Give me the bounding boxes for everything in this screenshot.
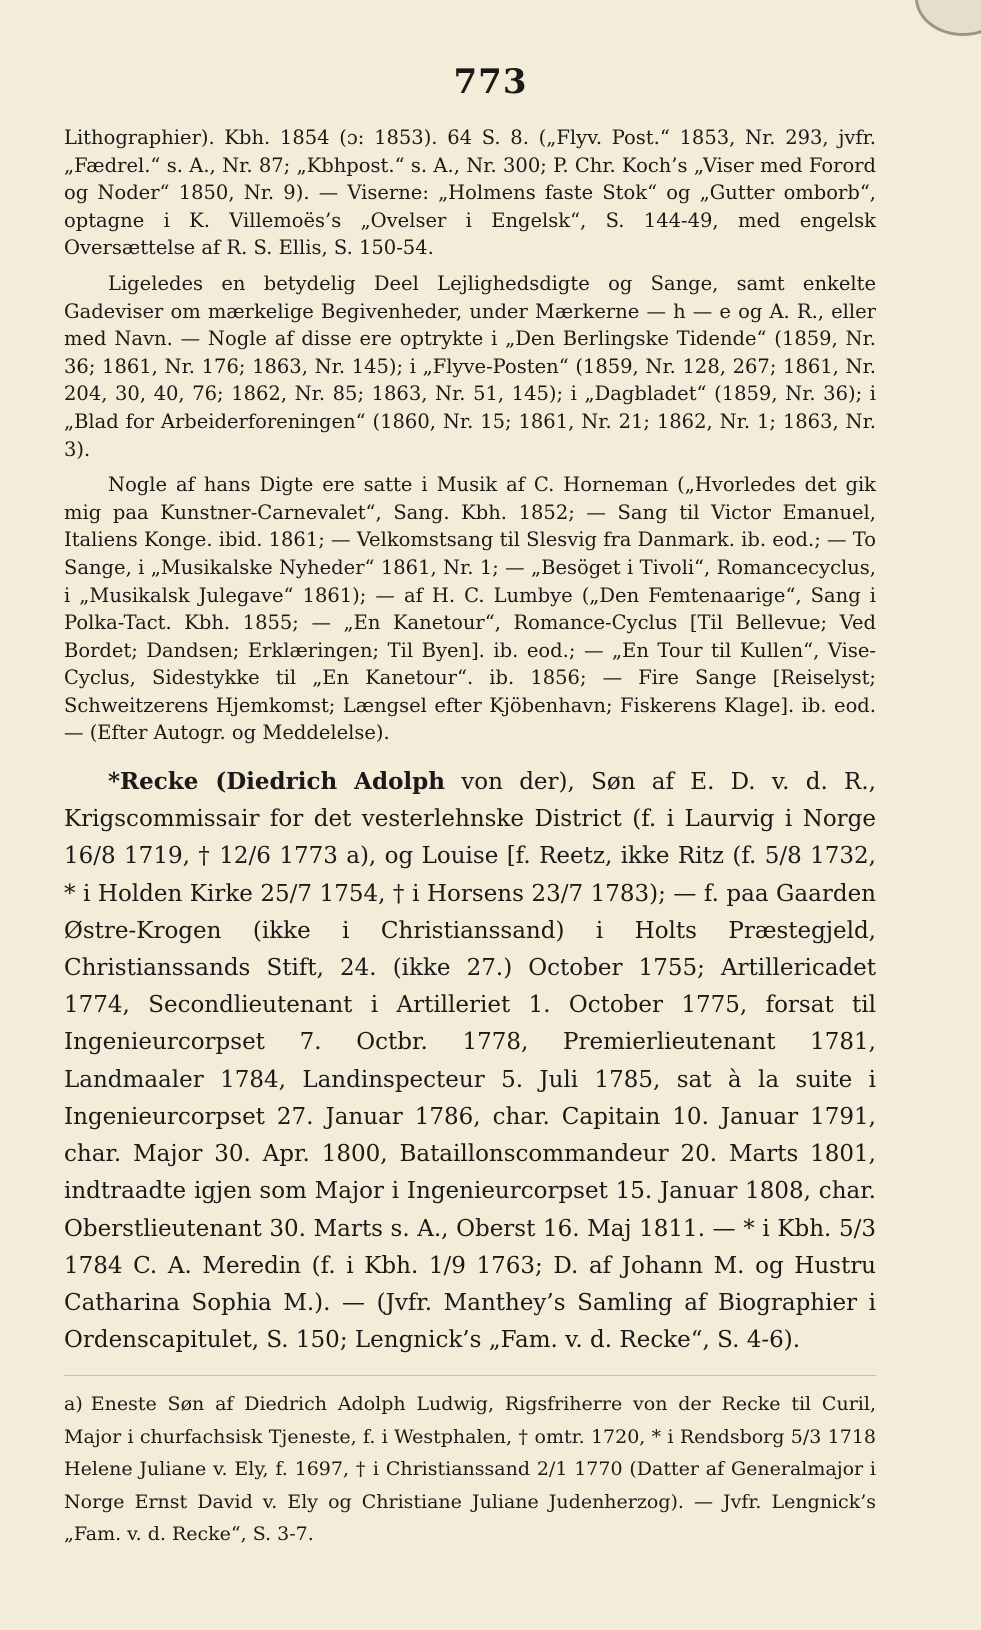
footnote-marker: a) (64, 1393, 83, 1415)
footnote (64, 1388, 876, 1551)
paragraph-lithographier: Lithographier). Kbh. 1854 (ɔ: 1853). 64 S. 8. („Flyv. Post.“ 1853, Nr. 293, jvfr. „Fædrel.“ s. A., Nr. 87; „Kbhpost.“ s. A., Nr. 300; P. Chr. Koch’s „Viser med Forord og Noder“ 1850, Nr. 9). — Viserne: „Holmens faste Stok“ og „Gutter omborb“, optagne i K. Villemoës’s „Ovelser i Engelsk“, S. 144-49, med engelsk Oversættelse af R. S. Ellis, S. 150-54. (64, 126, 876, 260)
footnote-divider (64, 1375, 876, 1376)
entry-headword: *Recke (Diedrich Adolph (108, 768, 445, 796)
paragraph-musik: Nogle af hans Digte ere satte i Musik af C. Horneman („Hvorledes det gik mig paa Kunstner-Carnevalet“, Sang. Kbh. 1852; — Sang til Victor Emanuel, Italiens Konge. ibid. 1861; — Velkomstsang til Slesvig fra Danmark. ib. eod.; — To Sange, i „Musikalske Nyheder“ 1861, Nr. 1; — „Besöget i Tivoli“, Romancecyclus, i „Musikalsk Julegave“ 1861); — af H. C. Lumbye („Den Femtenaarige“, Sang i Polka-Tact. Kbh. 1855; — „En Kanetour“, Romance-Cyclus [Til Bellevue; Ved Bordet; Dandsen; Erklæringen; Til Byen]. ib. eod.; — „En Tour til Kullen“, Vise-Cyclus, Sidestykke til „En Kanetour“. ib. 1856; — Fire Sange [Reiselyst; Schweitzerens Hjemkomst; Længsel efter Kjöbenhavn; Fiskerens Klage]. ib. eod. — (Efter Autogr. og Meddelelse). (64, 473, 876, 745)
main-text (64, 124, 876, 1382)
entry-text: von der), Søn af E. D. v. d. R., Krigscommissair for det vesterlehnske District (f. i Laurvig i Norge 16/8 1719, † 12/6 1773 a), og Louise [f. Reetz, ikke Ritz (f. 5/8 1732, * i Holden Kirke 25/7 1754, † i Horsens 23/7 1783); — f. paa Gaarden Østre-Krogen (ikke i Christianssand) i Holts Præstegjeld, Christianssands Stift, 24. (ikke 27.) October 1755; Artillericadet 1774, Secondlieutenant i Artilleriet 1. October 1775, forsat til Ingenieurcorpset 7. Octbr. 1778, Premierlieutenant 1781, Landmaaler 1784, Landinspecteur 5. Juli 1785, sat à la suite i Ingenieurcorpset 27. Januar 1786, char. Capitain 10. Januar 1791, char. Major 30. Apr. 1800, Bataillonscommandeur 20. Marts 1801, indtraadte igjen som Major i Ingenieurcorpset 15. Januar 1808, char. Oberstlieutenant 30. Marts s. A., Oberst 16. Maj 1811. — * i Kbh. 5/3 1784 C. A. Meredin (f. i Kbh. 1/9 1763; D. af Johann M. og Hustru Catharina Sophia M.). — (Jvfr. Manthey’s Samling af Biographier i Ordenscapitulet, S. 150; Lengnick’s „Fam. v. d. Recke“, S. 4-6). (64, 769, 876, 1354)
page-corner-mark (915, 0, 981, 36)
page-number: 773 (453, 62, 528, 102)
paragraph-lejlighedsdigte: Ligeledes en betydelig Deel Lejlighedsdigte og Sange, samt enkelte Gadeviser om mærkelige Begivenheder, under Mærkerne — h — e og A. R., eller med Navn. — Nogle af disse ere optrykte i „Den Berlingske Tidende“ (1859, Nr. 36; 1861, Nr. 176; 1863, Nr. 145); i „Flyve-Posten“ (1859, Nr. 128, 267; 1861, Nr. 204, 30, 40, 76; 1862, Nr. 85; 1863, Nr. 51, 145); i „Dagbladet“ (1859, Nr. 36); i „Blad for Arbeiderforeningen“ (1860, Nr. 15; 1861, Nr. 21; 1862, Nr. 1; 1863, Nr. 3). (64, 271, 876, 461)
entry-recke (64, 763, 876, 1359)
footnote-text: Eneste Søn af Diedrich Adolph Ludwig, Rigsfriherre von der Recke til Curil, Major i churfachsisk Tjeneste, f. i Westphalen, † omtr. 1720, * i Rendsborg 5/3 1718 Helene Juliane v. Ely, f. 1697, † i Christianssand 2/1 1770 (Datter af Generalmajor i Norge Ernst David v. Ely og Christiane Juliane Judenherzog). — Jvfr. Lengnick’s „Fam. v. d. Recke“, S. 3-7. (64, 1393, 876, 1545)
